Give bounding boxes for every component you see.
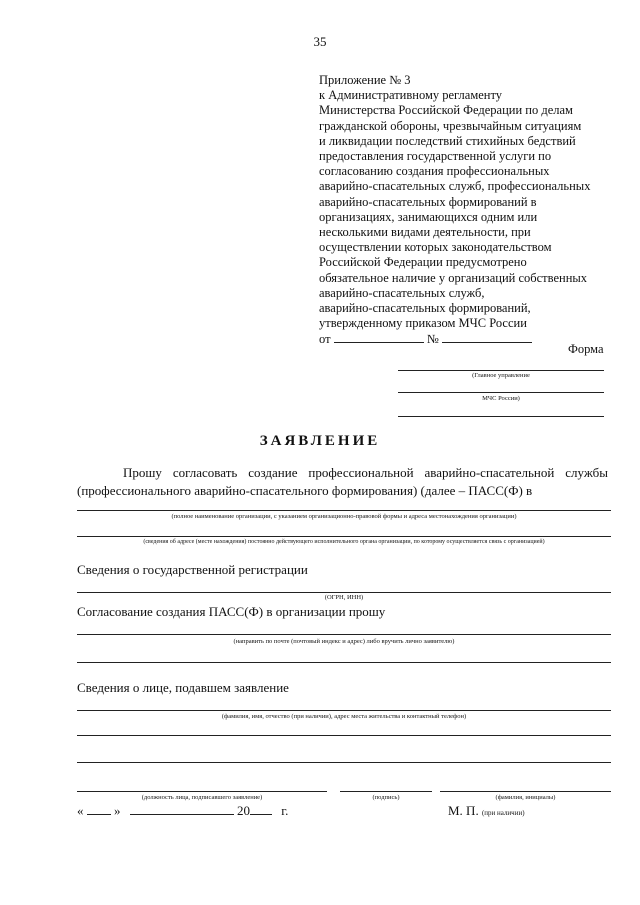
stamp-label: М. П. — [448, 803, 479, 818]
applicant-line-1[interactable] — [77, 710, 611, 711]
org-name-line[interactable] — [77, 510, 611, 511]
month-blank[interactable] — [130, 803, 234, 815]
applicant-heading: Сведения о лице, подавшем заявление — [77, 680, 289, 695]
person-caption: (фамилия, имя, отчество (при наличии), адрес места жительства и контактный телефон) — [221, 713, 467, 720]
stamp-block — [448, 803, 525, 819]
ogrn-caption: (ОГРН, ИНН) — [324, 594, 364, 601]
day-blank[interactable] — [87, 803, 111, 815]
year-blank[interactable] — [250, 803, 272, 815]
appendix-line: аварийно-спасательных формирований, — [319, 301, 531, 316]
number-label: № — [426, 332, 439, 347]
close-quote: » — [114, 803, 121, 818]
position-caption: (должность лица, подписавшего заявление) — [141, 794, 263, 801]
date-row — [77, 803, 288, 819]
appendix-date-line — [319, 331, 609, 347]
from-label: от — [319, 332, 331, 347]
appendix-line: Российской Федерации предусмотрено — [319, 255, 527, 270]
appendix-line: организациях, занимающихся одним или — [319, 209, 538, 224]
intro-paragraph — [77, 464, 608, 500]
intro-text: Прошу согласовать создание профессиональной аварийно-спасательной службы (профессионального аварийно-спасательного формирования) (далее – ПАСС(Ф) в — [77, 465, 608, 498]
year-suffix: г. — [281, 803, 289, 818]
recipient-caption-1: (Главное управление — [472, 372, 530, 379]
year-prefix: 20 — [237, 803, 250, 818]
number-blank[interactable] — [442, 331, 532, 343]
approval-line[interactable] — [77, 634, 611, 635]
surname-caption: (фамилия, инициалы) — [495, 794, 556, 801]
appendix-line: аварийно-спасательных служб, профессиональных — [319, 179, 591, 194]
appendix-block — [319, 73, 609, 348]
recipient-line-3[interactable] — [398, 416, 604, 417]
appendix-line: осуществлении которых законодательством — [319, 240, 552, 255]
date-blank[interactable] — [334, 331, 424, 343]
document-title: ЗАЯВЛЕНИЕ — [259, 433, 381, 449]
appendix-line: утвержденному приказом МЧС России — [319, 316, 527, 331]
stamp-note: (при наличии) — [481, 809, 525, 817]
recipient-caption-2: МЧС России) — [482, 395, 520, 402]
signature-line[interactable] — [340, 791, 432, 792]
appendix-line: аварийно-спасательных формирований в — [319, 194, 537, 209]
appendix-line: предоставления государственной услуги по — [319, 149, 552, 164]
appendix-line: и ликвидации последствий стихийных бедствий — [319, 133, 576, 148]
approval-line-2[interactable] — [77, 662, 611, 663]
org-address-line[interactable] — [77, 536, 611, 537]
applicant-line-2[interactable] — [77, 735, 611, 736]
appendix-line: гражданской обороны, чрезвычайным ситуациям — [319, 118, 582, 133]
appendix-line: согласованию создания профессиональных — [319, 164, 550, 179]
appendix-line: Министерства Российской Федерации по делам — [319, 103, 573, 118]
form-label: Форма — [568, 342, 604, 356]
position-line[interactable] — [77, 791, 327, 792]
approval-heading: Согласование создания ПАСС(Ф) в организации прошу — [77, 604, 386, 619]
delivery-caption: (направить по почте (почтовый индекс и адрес) либо вручить лично заявителю) — [233, 638, 455, 645]
appendix-line: к Административному регламенту — [319, 88, 503, 103]
signature-caption: (подпись) — [372, 794, 400, 801]
surname-line[interactable] — [440, 791, 611, 792]
applicant-line-3[interactable] — [77, 762, 611, 763]
open-quote: « — [77, 803, 84, 818]
registration-line[interactable] — [77, 592, 611, 593]
appendix-line: несколькими видами деятельности, при — [319, 225, 531, 240]
appendix-line: обязательное наличие у организаций собственных — [319, 270, 588, 285]
appendix-line: аварийно-спасательных служб, — [319, 285, 485, 300]
appendix-line: Приложение № 3 — [319, 73, 411, 87]
org-address-caption: (сведения об адресе (месте нахождения) постоянно действующего исполнительного органа организации, по которому осуществляется связь с организацией) — [143, 539, 545, 545]
page-number: 35 — [313, 34, 327, 49]
recipient-line-2[interactable] — [398, 392, 604, 393]
org-name-caption: (полное наименование организации, с указанием организационно-правовой формы и адреса местонахождения организации) — [171, 513, 517, 520]
recipient-line-1[interactable] — [398, 370, 604, 371]
registration-heading: Сведения о государственной регистрации — [77, 562, 308, 577]
